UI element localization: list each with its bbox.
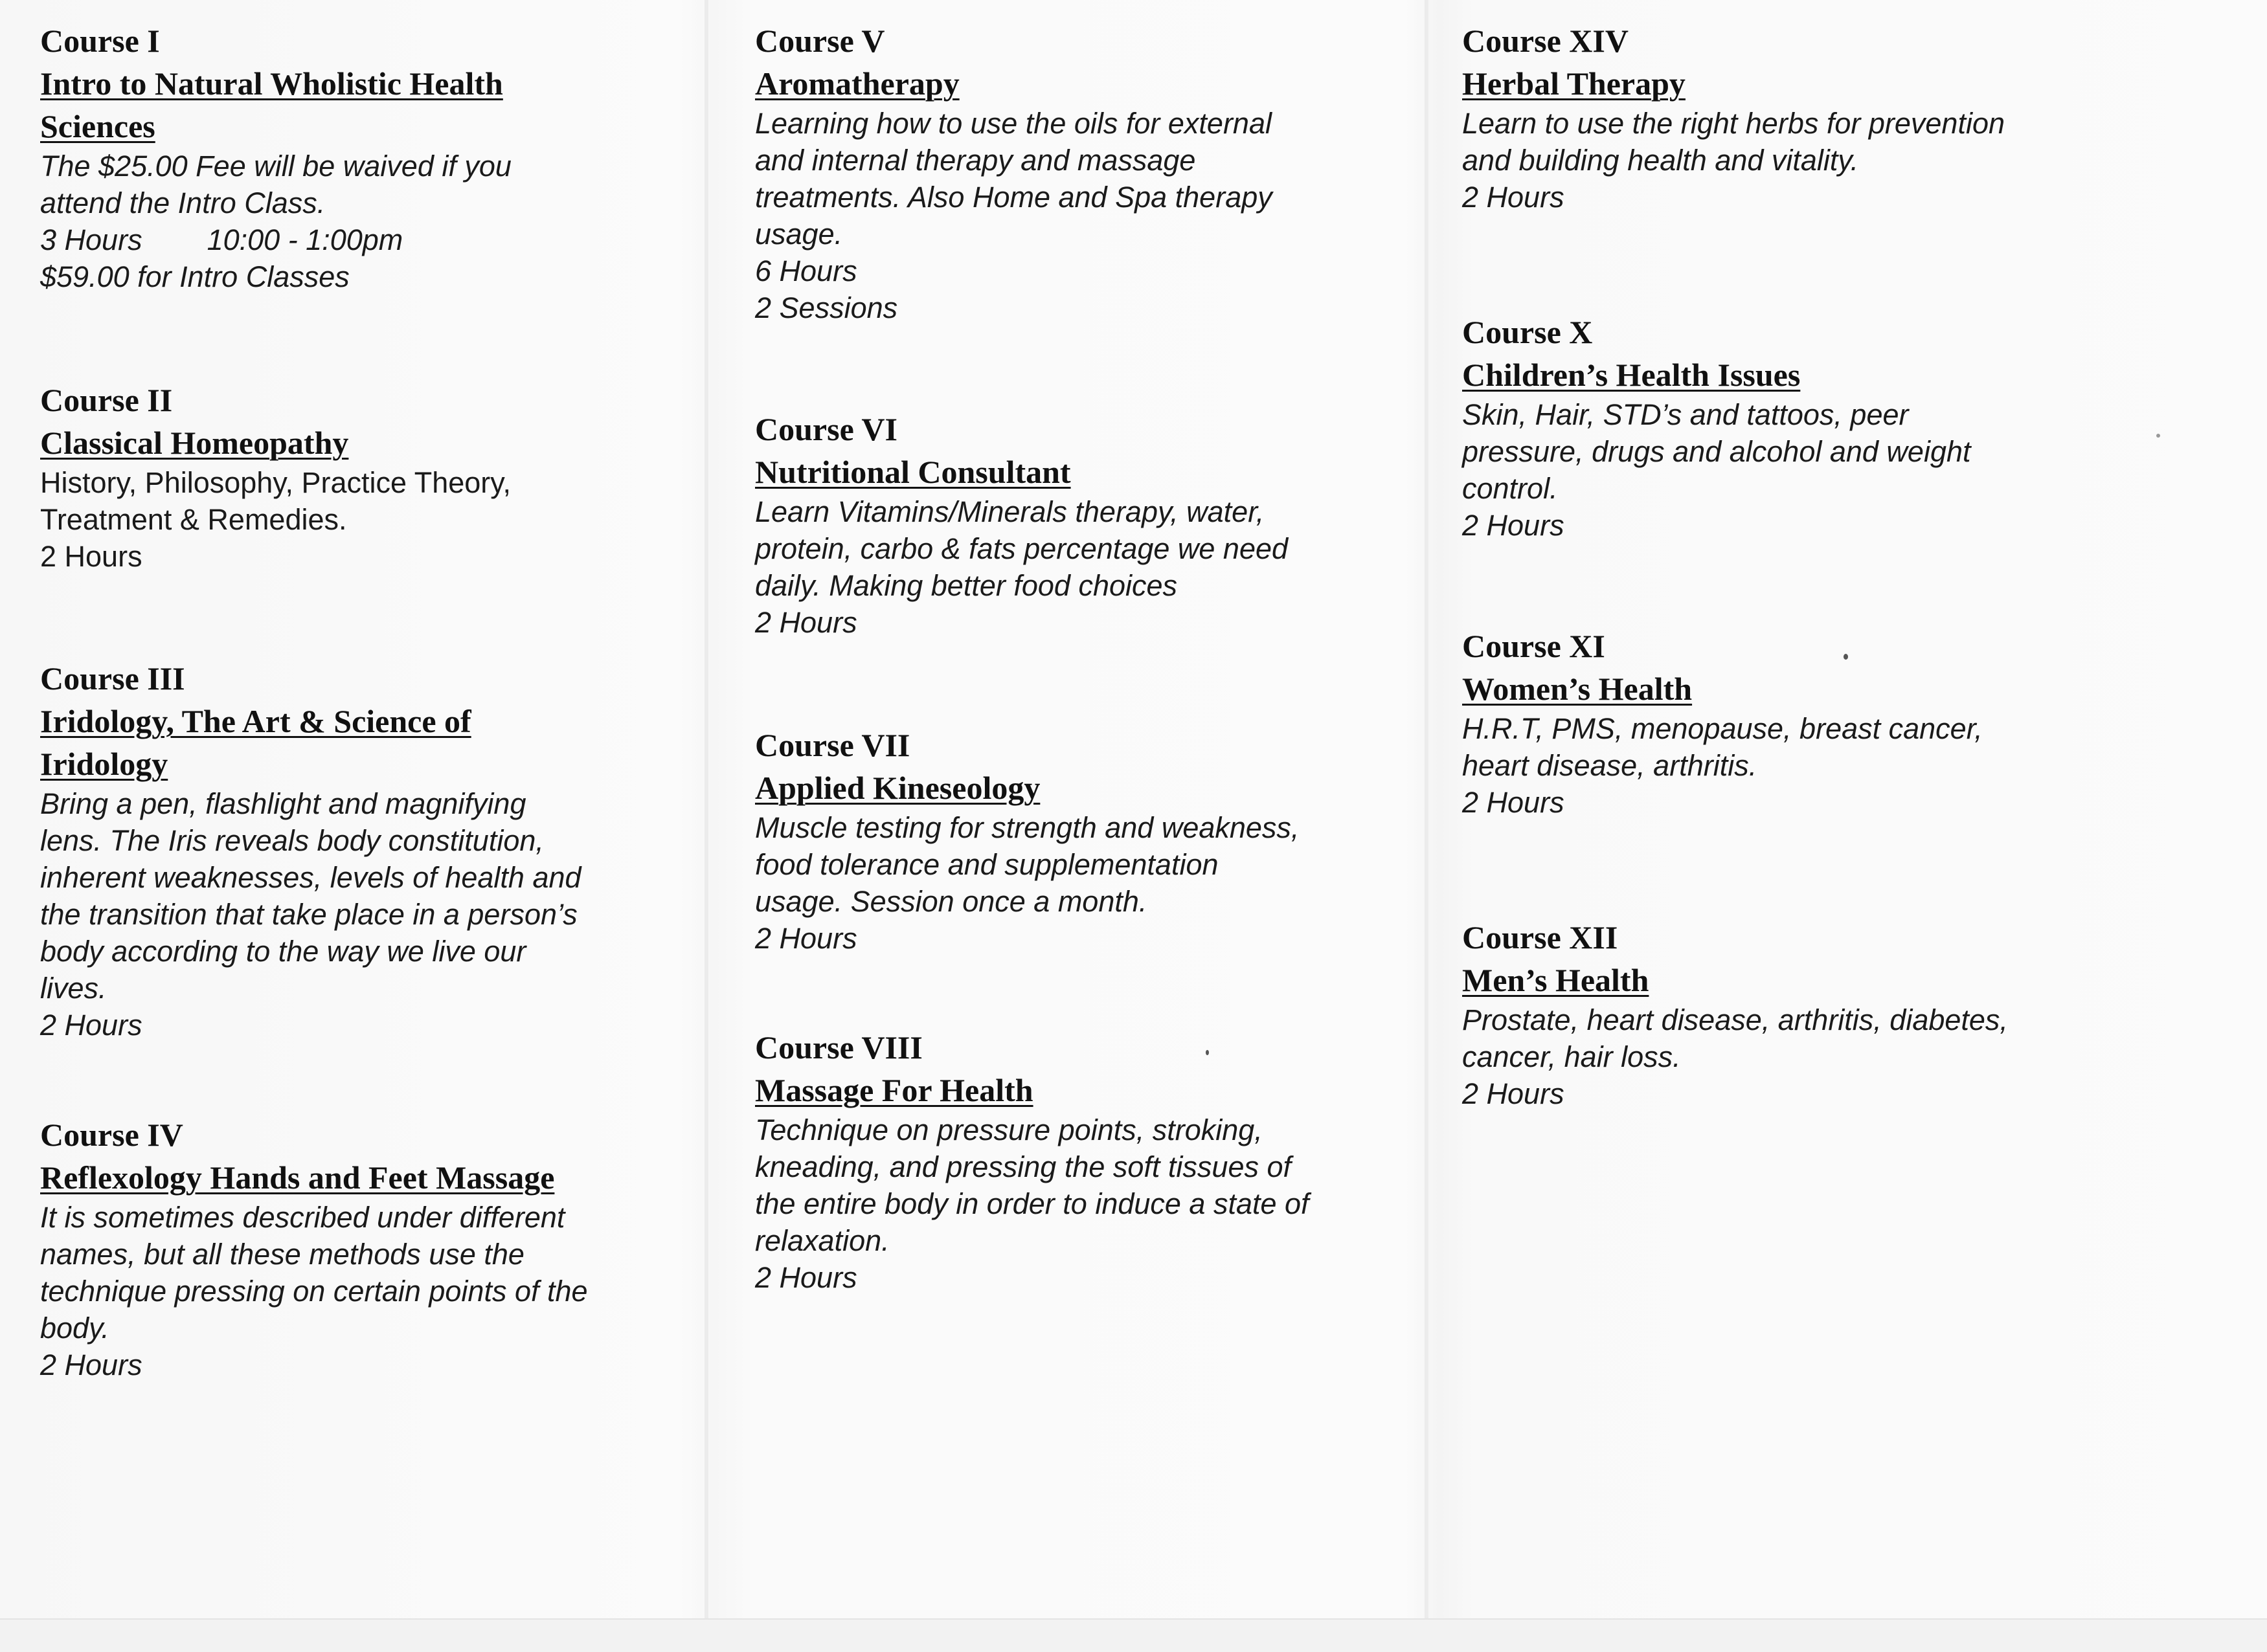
- scan-speck: [2156, 434, 2160, 438]
- course-description: It is sometimes described under different names, but all these methods use the technique pressing on certain points of the body.: [40, 1201, 588, 1345]
- course-title: Classical Homeopathy: [40, 425, 349, 461]
- course-12: [1462, 916, 2008, 1112]
- course-number: Course XIV: [1462, 23, 1629, 59]
- course-title: Men’s Health: [1462, 962, 1649, 998]
- course-number: Course II: [40, 382, 173, 418]
- page-bottom-edge: [0, 1618, 2267, 1652]
- course-number: Course V: [755, 23, 885, 59]
- course-number: Course VIII: [755, 1029, 923, 1066]
- course-14: [1462, 19, 2005, 216]
- course-hours: 2 Hours: [40, 1348, 142, 1381]
- course-hours: 2 Hours: [1462, 181, 1564, 214]
- course-10: [1462, 311, 1971, 544]
- course-description: Prostate, heart disease, arthritis, diabetes, cancer, hair loss.: [1462, 1003, 2008, 1073]
- course-description: Muscle testing for strength and weakness, food tolerance and supplementation usage. Session once a month.: [755, 811, 1300, 918]
- course-title: Herbal Therapy: [1462, 65, 1686, 102]
- course-description: Learn Vitamins/Minerals therapy, water, protein, carbo & fats percentage we need daily. Making better food choices: [755, 495, 1289, 602]
- course-3: [40, 657, 581, 1044]
- course-number: Course III: [40, 660, 185, 697]
- course-description: Bring a pen, flashlight and magnifying lens. The Iris reveals body constitution, inherent weaknesses, levels of health and the transition that take place in a person’s body according to the way we live our lives.: [40, 787, 581, 1005]
- course-description: History, Philosophy, Practice Theory, Treatment & Remedies.: [40, 466, 511, 536]
- course-title: Applied Kineseology: [755, 770, 1041, 806]
- course-title: Intro to Natural Wholistic Health Sciences: [40, 65, 503, 144]
- course-title: Massage For Health: [755, 1072, 1033, 1108]
- course-2: [40, 379, 511, 575]
- course-price: $59.00 for Intro Classes: [40, 260, 350, 293]
- course-hours: 2 Hours: [40, 540, 142, 573]
- course-title: Aromatherapy: [755, 65, 960, 102]
- course-hours: 2 Hours: [1462, 509, 1564, 542]
- course-description: Learning how to use the oils for external and internal therapy and massage treatments. Also Home and Spa therapy usage.: [755, 107, 1272, 251]
- course-number: Course VI: [755, 411, 897, 447]
- course-hours: 2 Hours: [755, 606, 857, 639]
- course-sessions: 2 Sessions: [755, 291, 898, 324]
- course-hours: 2 Hours: [755, 1261, 857, 1294]
- course-1: [40, 19, 512, 295]
- course-description: H.R.T, PMS, menopause, breast cancer, heart disease, arthritis.: [1462, 712, 1983, 782]
- course-4: [40, 1113, 588, 1383]
- course-number: Course IV: [40, 1117, 183, 1153]
- course-hours: 3 Hours 10:00 - 1:00pm: [40, 223, 403, 256]
- course-5: [755, 19, 1272, 326]
- course-number: Course XII: [1462, 919, 1618, 955]
- scan-speck: [1844, 654, 1848, 660]
- course-description: Technique on pressure points, stroking, kneading, and pressing the soft tissues of the entire body in order to induce a state of relaxation.: [755, 1113, 1309, 1257]
- course-title: Iridology, The Art & Science of Iridology: [40, 703, 471, 782]
- course-title: Reflexology Hands and Feet Massage: [40, 1159, 555, 1196]
- course-7: [755, 724, 1299, 957]
- course-hours: 6 Hours: [755, 254, 857, 287]
- course-number: Course X: [1462, 314, 1593, 350]
- fold-line-left: [705, 0, 708, 1651]
- course-description: The $25.00 Fee will be waived if you attend the Intro Class.: [40, 150, 512, 219]
- course-8: [755, 1026, 1309, 1296]
- course-description: Learn to use the right herbs for prevention and building health and vitality.: [1462, 107, 2005, 177]
- course-hours: 2 Hours: [755, 922, 857, 955]
- course-number: Course VII: [755, 727, 910, 763]
- course-number: Course XI: [1462, 628, 1605, 664]
- course-hours: 2 Hours: [40, 1009, 142, 1042]
- course-hours: 2 Hours: [1462, 786, 1564, 819]
- course-hours: 2 Hours: [1462, 1077, 1564, 1110]
- scan-speck: [1206, 1050, 1209, 1055]
- course-description: Skin, Hair, STD’s and tattoos, peer pressure, drugs and alcohol and weight control.: [1462, 398, 1971, 505]
- course-11: [1462, 625, 1983, 821]
- course-title: Women’s Health: [1462, 671, 1693, 707]
- fold-line-right: [1425, 0, 1428, 1651]
- course-6: [755, 408, 1288, 641]
- course-title: Children’s Health Issues: [1462, 357, 1801, 393]
- course-number: Course I: [40, 23, 160, 59]
- course-title: Nutritional Consultant: [755, 454, 1071, 490]
